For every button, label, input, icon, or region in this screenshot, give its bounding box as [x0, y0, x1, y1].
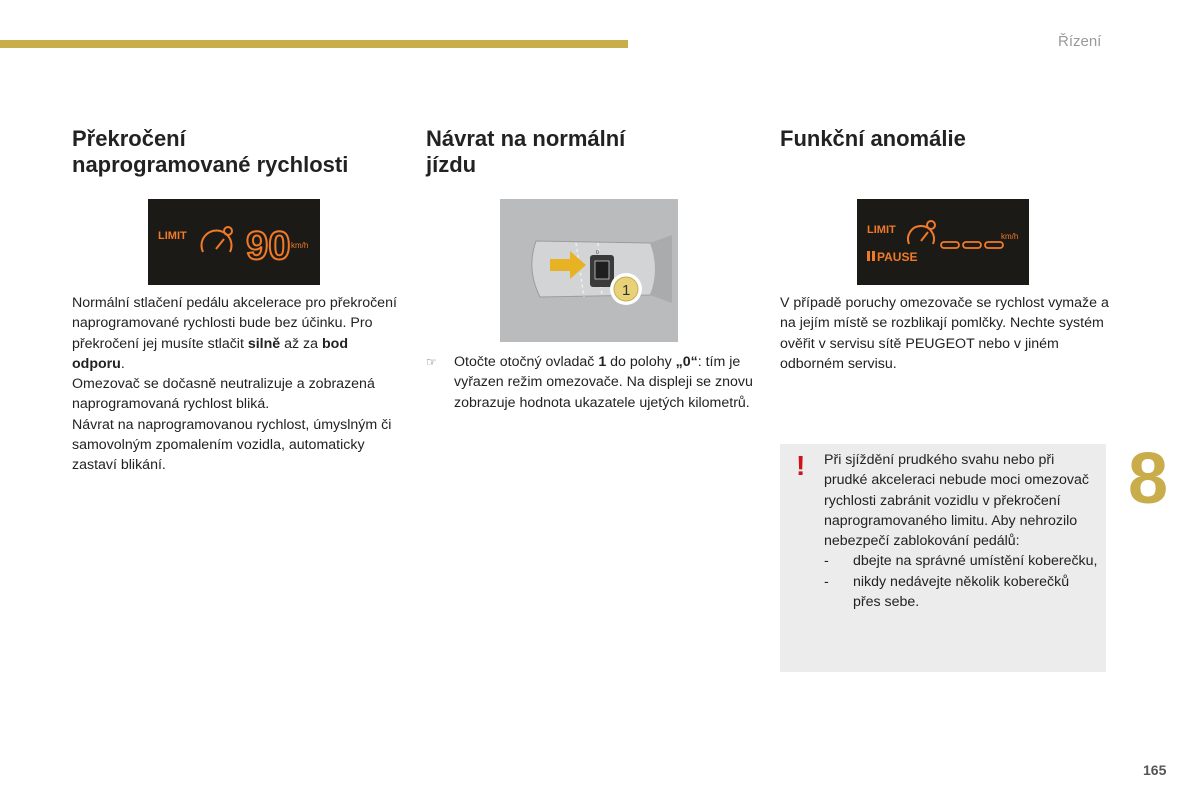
warning-list-item — [824, 551, 1098, 571]
malfunction-text — [780, 293, 1110, 374]
rotary-switch — [590, 250, 614, 287]
section-title-return — [426, 126, 756, 178]
speed-limit-display-graphic — [148, 199, 320, 285]
lever-illustration — [500, 199, 678, 342]
title-line: naprogramované rychlosti — [72, 152, 349, 177]
pause-display — [857, 199, 1029, 285]
pause-icon — [867, 251, 875, 261]
section-return-normal — [426, 126, 756, 178]
pause-label: PAUSE — [877, 250, 918, 264]
paragraph: Omezovač se dočasně neutralizuje a zobrazená naprogramovaná rychlost bliká. — [72, 376, 375, 413]
title-line: Funkční anomálie — [780, 126, 966, 151]
bullet-item — [426, 352, 756, 413]
overspeed-text — [72, 293, 402, 476]
text-run: Normální stlačení pedálu akcelerace pro překročení naprogramované rychlosti bude bez účinku. Pro překročení jej musíte stlačit — [72, 295, 397, 352]
speed-digits: 90 — [246, 224, 291, 268]
callout-marker — [610, 273, 642, 305]
paragraph: Návrat na naprogramovanou rychlost, úmyslným či samovolným zpomalením vozidla, automaticky zastaví blikání. — [72, 416, 392, 474]
speedometer-icon — [202, 227, 233, 252]
section-title-overspeed — [72, 126, 402, 178]
section-overspeed — [72, 126, 402, 178]
speedometer-icon — [908, 221, 935, 244]
text-run: . — [120, 355, 125, 372]
bold-run: „0“ — [675, 354, 698, 370]
section-title-malfunction — [780, 126, 1110, 152]
pointing-hand-icon: ☞ — [426, 355, 437, 369]
svg-text:0: 0 — [596, 250, 599, 256]
bold-run: bod odporu — [72, 335, 348, 372]
text-run: : tím je vyřazen režim omezovače. Na displeji se znovu zobrazuje hodnota ukazatele ujetých kilometrů. — [454, 354, 753, 411]
pause-display-graphic — [857, 199, 1029, 285]
limit-label: LIMIT — [158, 230, 187, 242]
page-number: 165 — [1143, 762, 1167, 778]
section-title: Řízení — [1058, 33, 1102, 50]
paragraph: V případě poruchy omezovače se rychlost vymaže a na jejím místě se rozblikají pomlčky. Nechte systém ověřit v servisu sítě PEUGEOT nebo v jiném odborném servisu. — [780, 295, 1109, 372]
text-run: až za — [280, 335, 322, 352]
speed-limit-display — [148, 199, 320, 285]
speed-unit: km/h — [291, 241, 309, 250]
title-line: Návrat na normální — [426, 126, 626, 151]
limit-label: LIMIT — [867, 224, 896, 236]
warning-text — [824, 450, 1098, 612]
callout-number: 1 — [622, 282, 631, 299]
speed-value — [246, 224, 291, 268]
text-run: Otočte otočný ovladač — [454, 354, 599, 370]
dash-marker: - — [824, 573, 829, 590]
section-malfunction — [780, 126, 1110, 152]
header-accent-bar — [0, 40, 628, 48]
title-line: Překročení — [72, 126, 186, 151]
title-line: jízdu — [426, 152, 477, 177]
return-text — [426, 352, 756, 413]
bold-run: 1 — [598, 354, 607, 370]
text-run: do polohy — [606, 354, 676, 370]
blinking-dashes — [941, 242, 1003, 248]
dash-marker: - — [824, 553, 829, 570]
warning-list-item — [824, 572, 1098, 613]
lever-graphic — [500, 199, 678, 342]
chapter-number: 8 — [1128, 439, 1169, 519]
warning-box — [780, 444, 1106, 672]
warning-paragraph: Při sjíždění prudkého svahu nebo při prudké akceleraci nebude moci omezovač rychlosti zabránit vozidlu v překročení naprogramovaného limitu. Aby nehrozilo nebezpečí zablokování pedálů: — [824, 452, 1089, 550]
speed-unit: km/h — [1001, 232, 1019, 241]
list-item-text: dbejte na správné umístění koberečku, — [853, 553, 1098, 570]
warning-icon: ! — [796, 450, 806, 481]
paragraph — [72, 293, 402, 374]
list-item-text: nikdy nedávejte několik koberečků přes sebe. — [853, 573, 1070, 611]
bold-run: silně — [247, 335, 281, 352]
